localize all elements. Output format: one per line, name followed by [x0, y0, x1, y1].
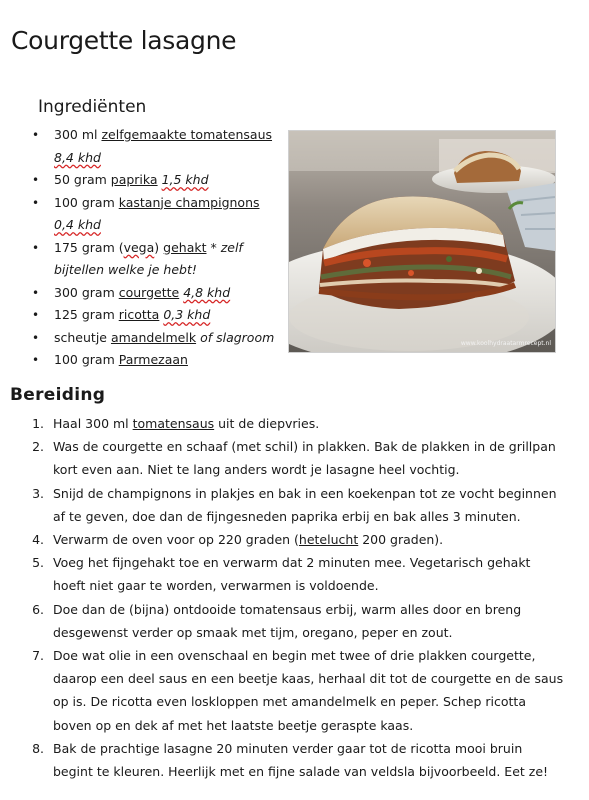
ingredient-item: • 300 gram courgette 4,8 khd [30, 282, 278, 305]
preparation-heading: Bereiding [10, 385, 106, 405]
ingredient-item: • 100 gram kastanje champignons 0,4 khd [30, 192, 278, 237]
steps-list [30, 412, 565, 783]
step-item: 7. Doe wat olie in een ovenschaal en begin met twee of drie plakken courgette, daarop een deel saus en een beetje kaas, herhaal dit tot de courgette en de saus op is. De ricotta even loskloppen met amandelmelk en peper. Schep ricotta boven op en dek af met het laatste beetje geraspte kaas. [30, 644, 565, 737]
ingredient-item: • 100 gram Parmezaan [30, 349, 278, 372]
step-number: 5. [32, 555, 44, 571]
step-item: 3. Snijd de champignons in plakjes en bak in een koekenpan tot ze vocht beginnen af te geven, doe dan de fijngesneden paprika erbij en bak alles 3 minuten. [30, 482, 565, 528]
step-number: 4. [32, 532, 44, 548]
ingredient-item: • 300 ml zelfgemaakte tomatensaus 8,4 khd [30, 124, 278, 169]
step-number: 2. [32, 439, 44, 455]
step-number: 7. [32, 648, 44, 664]
step-link[interactable]: hetelucht [298, 532, 359, 548]
recipe-title: Courgette lasagne [11, 26, 237, 55]
step-item: 1. Haal 300 ml tomatensaus uit de diepvries. [30, 412, 565, 435]
ingredients-list [30, 124, 278, 372]
ingredient-item: • 125 gram ricotta 0,3 khd [30, 304, 278, 327]
step-link[interactable]: tomatensaus [132, 416, 215, 431]
step-number: 8. [32, 740, 44, 756]
ingredient-item: • scheutje amandelmelk of slagroom [30, 327, 278, 350]
ingredient-link[interactable]: kastanje champignons [118, 194, 260, 210]
photo-watermark: www.koolhydraatarmrecept.nl [460, 340, 551, 347]
ingredient-link[interactable]: Parmezaan [118, 352, 188, 367]
step-number: 1. [32, 416, 44, 431]
lasagne-image [289, 131, 555, 352]
ingredient-item: • 175 gram (vega) gehakt * zelf bijtellen welke je hebt! [30, 237, 278, 282]
ingredient-link[interactable]: vega [123, 239, 155, 255]
ingredient-link[interactable]: amandelmelk [110, 329, 197, 345]
ingredient-link[interactable]: paprika [110, 172, 158, 187]
step-item: 5. Voeg het fijngehakt toe en verwarm dat 2 minuten mee. Vegetarisch gehakt hoeft niet gaar te worden, verwarmen is voldoende. [30, 551, 565, 597]
ingredient-link[interactable]: zelfgemaakte tomatensaus [101, 127, 273, 142]
step-number: 3. [32, 485, 44, 501]
ingredient-item: • 50 gram paprika 1,5 khd [30, 169, 278, 192]
step-item: 6. Doe dan de (bijna) ontdooide tomatensaus erbij, warm alles door en breng desgewenst verder op smaak met tijm, oregano, peper en zout. [30, 598, 565, 644]
ingredient-link[interactable]: gehakt [163, 239, 207, 255]
step-number: 6. [32, 601, 44, 617]
step-item: 4. Verwarm de oven voor op 220 graden (hetelucht 200 graden). [30, 528, 565, 551]
step-item: 8. Bak de prachtige lasagne 20 minuten verder gaar tot de ricotta mooi bruin begint te kleuren. Heerlijk met en fijne salade van veldsla bijvoorbeeld. Eet ze! [30, 737, 565, 783]
step-item: 2. Was de courgette en schaaf (met schil) in plakken. Bak de plakken in de grillpan kort even aan. Niet te lang anders wordt je lasagne heel vochtig. [30, 435, 565, 481]
ingredient-link[interactable]: courgette [118, 284, 180, 300]
ingredient-link[interactable]: ricotta [118, 307, 160, 322]
ingredients-heading: Ingrediënten [38, 97, 147, 117]
lasagne-photo [288, 130, 556, 353]
